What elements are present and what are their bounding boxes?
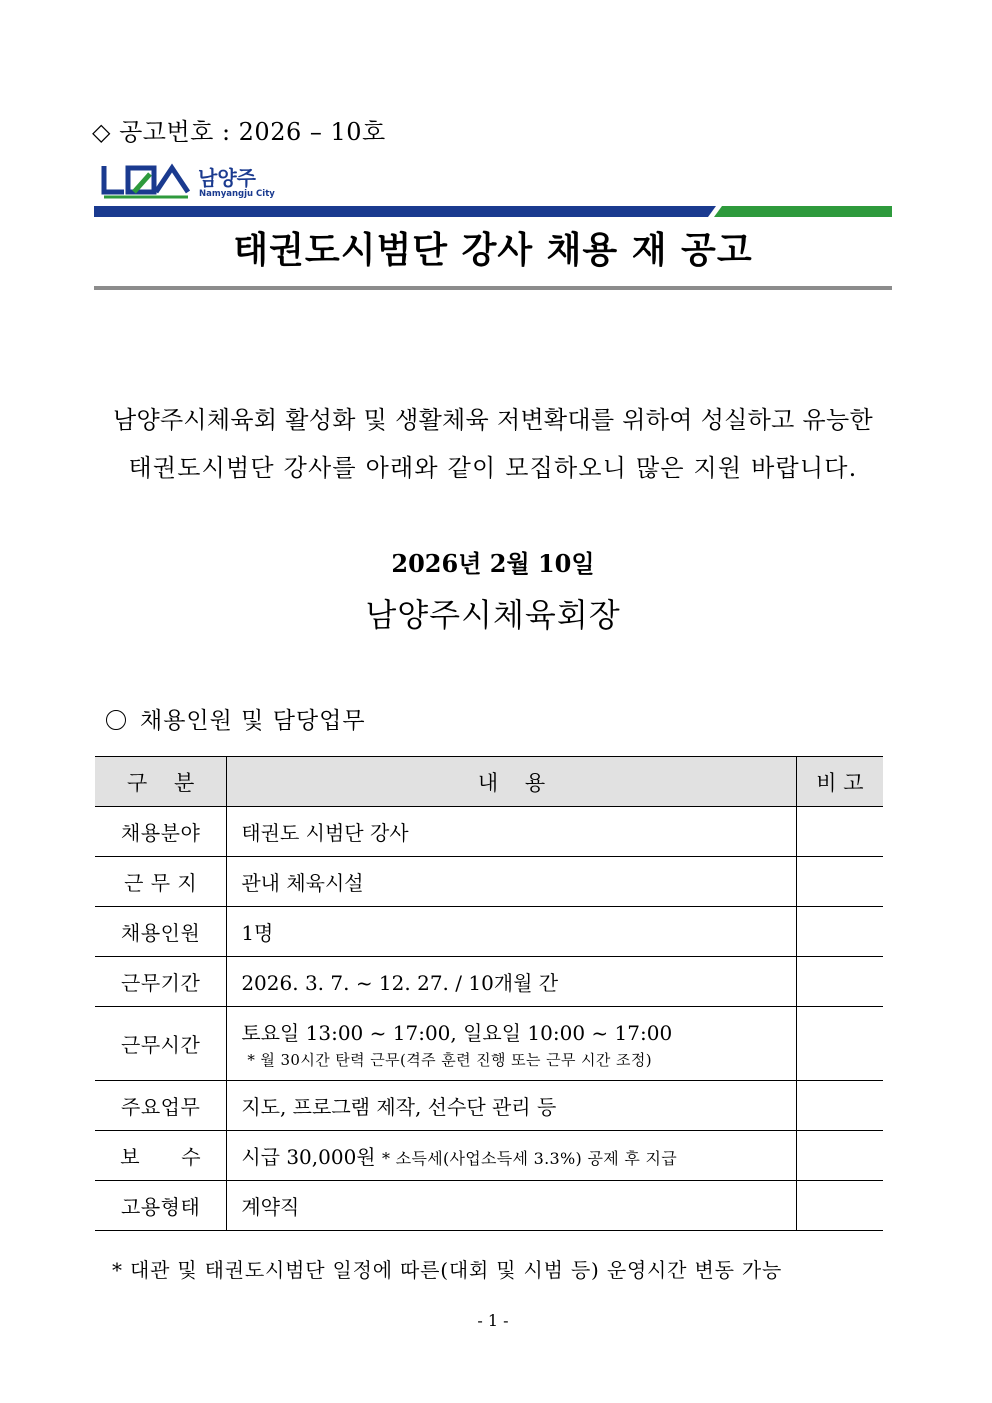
table-row (95, 857, 883, 907)
row-remarks (796, 1007, 883, 1081)
row-label: 근무기간 (95, 957, 227, 1007)
intro-line-2: 태권도시범단 강사를 아래와 같이 모집하오니 많은 지원 바랍니다. (128, 454, 858, 482)
table-row (95, 1131, 883, 1181)
row-content-note: * 월 30시간 탄력 근무(격주 훈련 진행 또는 근무 시간 조정) (247, 1051, 652, 1069)
row-label: 고용형태 (95, 1181, 227, 1231)
row-content: 1명 (227, 907, 796, 957)
row-label: 주요업무 (95, 1081, 227, 1131)
row-content: 계약직 (227, 1181, 796, 1231)
row-remarks (796, 1081, 883, 1131)
namyangju-logo (100, 162, 280, 206)
row-content: 토요일 13:00 ~ 17:00, 일요일 10:00 ~ 17:00 (241, 1021, 673, 1045)
row-remarks (796, 957, 883, 1007)
intro-line-1: 남양주시체육회 활성화 및 생활체육 저변확대를 위하여 성실하고 유능한 (112, 406, 874, 434)
row-content: 시급 30,000원 (241, 1145, 376, 1169)
footnote: * 대관 및 태권도시범단 일정에 따른(대회 및 시범 등) 운영시간 변동 가능 (112, 1258, 783, 1282)
row-label: 채용인원 (95, 907, 227, 957)
row-remarks (796, 857, 883, 907)
circle-bullet-icon (106, 710, 126, 730)
table-row (95, 1081, 883, 1131)
organization-name: 남양주시체육회장 (365, 596, 621, 634)
row-label: 근무시간 (95, 1007, 227, 1081)
row-content-note: * 소득세(사업소득세 3.3%) 공제 후 지급 (382, 1149, 677, 1168)
row-content: 관내 체육시설 (227, 857, 796, 907)
table-row (95, 1007, 883, 1081)
row-remarks (796, 1131, 883, 1181)
logo-english-text: Namyangju City (199, 189, 275, 199)
page-number: - 1 - (477, 1311, 509, 1330)
title-color-bar (94, 206, 892, 217)
row-label: 근 무 지 (95, 857, 227, 907)
table-row (95, 907, 883, 957)
logo-mark-icon (100, 162, 192, 202)
table-row (95, 957, 883, 1007)
row-content-cell (227, 1131, 796, 1181)
row-label: 채용분야 (95, 807, 227, 857)
section-title: 채용인원 및 담당업무 (140, 708, 366, 734)
logo-korean-text: 남양주 (198, 166, 256, 190)
notice-number: ◇ 공고번호 : 2026 – 10호 (92, 118, 386, 146)
row-remarks (796, 907, 883, 957)
header-remarks: 비 고 (796, 757, 883, 807)
header-category: 구 분 (95, 757, 227, 807)
page-title: 태권도시범단 강사 채용 재 공고 (233, 230, 753, 271)
section-heading (106, 702, 366, 735)
table-row (95, 807, 883, 857)
recruitment-table (95, 756, 883, 1231)
header-content: 내 용 (227, 757, 796, 807)
row-content: 태권도 시범단 강사 (227, 807, 796, 857)
table-header-row (95, 757, 883, 807)
row-content: 2026. 3. 7. ~ 12. 27. / 10개월 간 (227, 957, 796, 1007)
notice-date: 2026년 2월 10일 (391, 549, 595, 578)
row-content-cell (227, 1007, 796, 1081)
row-label: 보 수 (95, 1131, 227, 1181)
row-remarks (796, 1181, 883, 1231)
row-content: 지도, 프로그램 제작, 선수단 관리 등 (227, 1081, 796, 1131)
table-row (95, 1181, 883, 1231)
row-remarks (796, 807, 883, 857)
title-divider (94, 286, 892, 290)
